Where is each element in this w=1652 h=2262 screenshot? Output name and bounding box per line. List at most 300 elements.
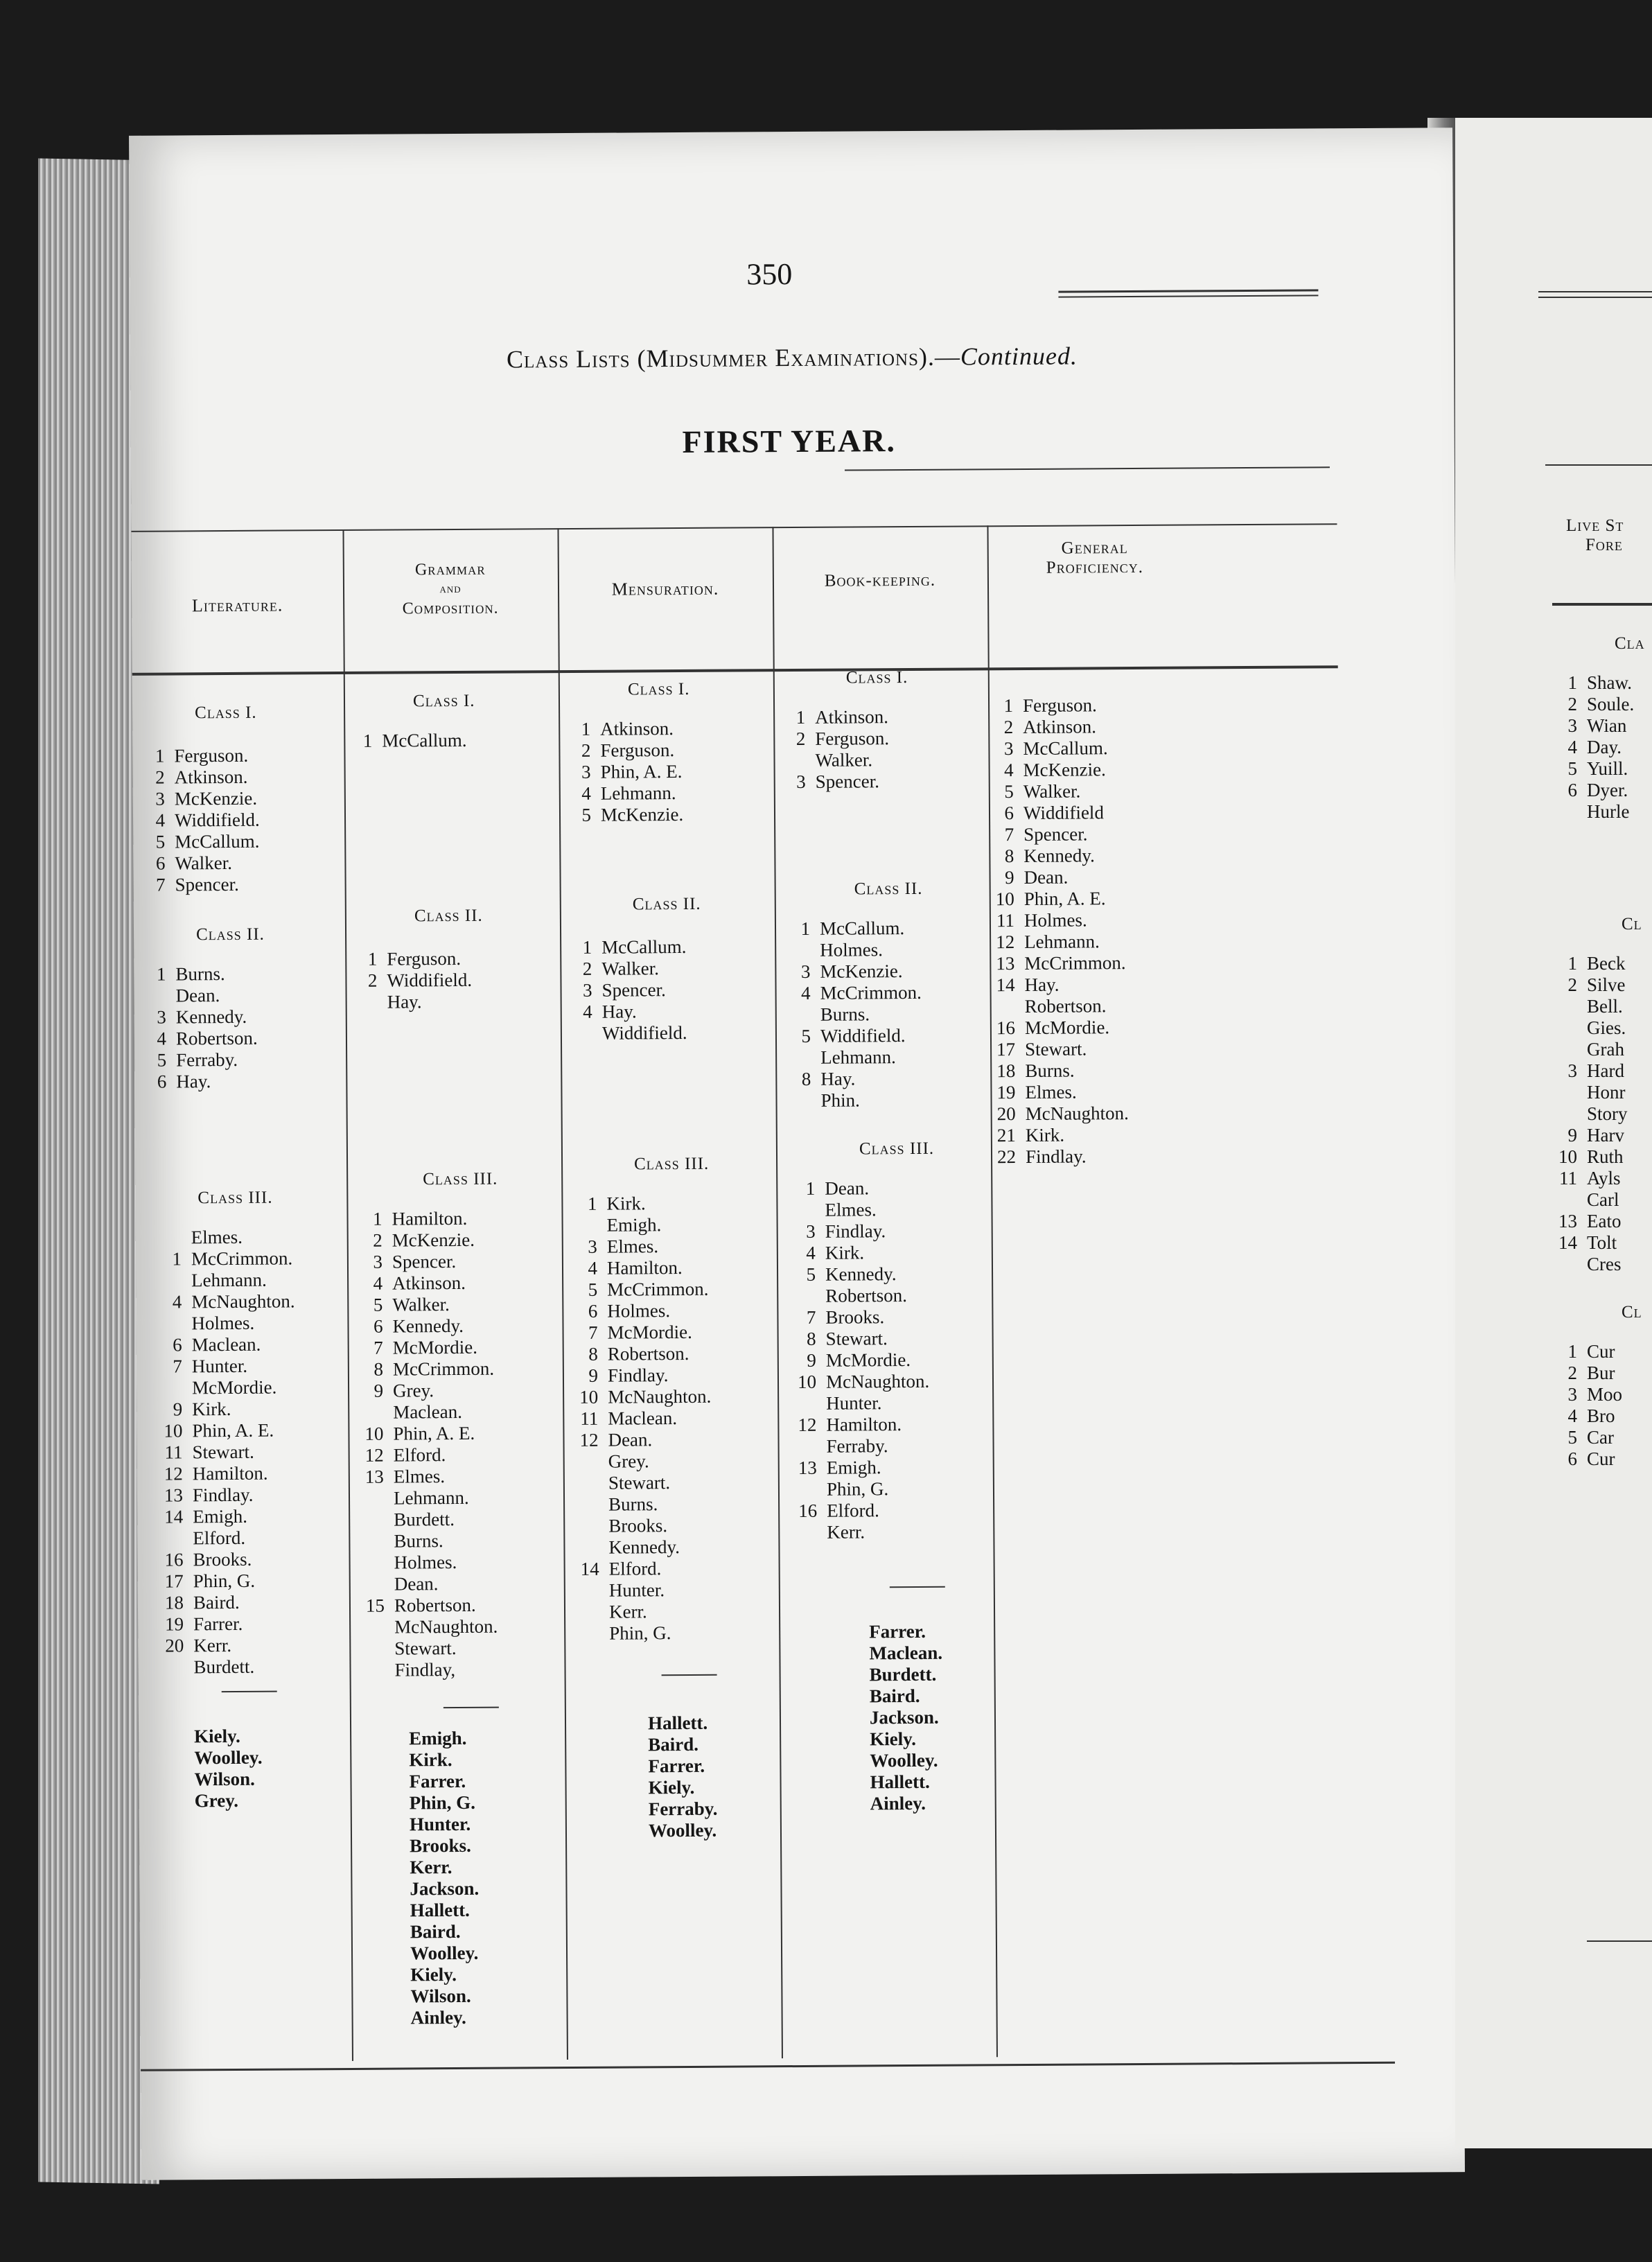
rank-number: 4 <box>1004 760 1014 781</box>
page-heading <box>359 340 1225 375</box>
rank-number: 14 <box>164 1506 184 1527</box>
rank-number: 9 <box>588 1365 599 1386</box>
list-item <box>1545 1189 1628 1211</box>
rank-number: 20 <box>996 1103 1016 1125</box>
student-name: McCallum. <box>819 918 905 939</box>
student-name: Hay. <box>820 1068 856 1089</box>
list-item <box>345 948 472 970</box>
list-item <box>567 1450 712 1473</box>
list-item <box>565 1300 710 1322</box>
rank-number: 3 <box>157 1006 166 1028</box>
student-name: Hamilton. <box>826 1414 902 1435</box>
list-item <box>982 845 1127 867</box>
rank-number: 2 <box>1567 974 1577 995</box>
rank-number: 10 <box>797 1371 817 1392</box>
rank-number: 5 <box>806 1263 816 1285</box>
rank-number: 5 <box>373 1294 383 1315</box>
list-item <box>784 1414 929 1436</box>
grammar-unplaced-list <box>409 1728 480 2029</box>
unplaced-student-name: Phin, G. <box>409 1791 476 1814</box>
student-name: McCrimmon. <box>1024 952 1126 974</box>
rank-number: 3 <box>806 1220 816 1242</box>
list-item <box>150 1376 295 1399</box>
student-name: Findlay. <box>1025 1146 1087 1167</box>
rank-number: 5 <box>588 1279 598 1300</box>
list-item <box>784 1285 929 1307</box>
list-item <box>351 1272 495 1295</box>
right-year-rule <box>1545 464 1652 466</box>
literature-class3-title: Class III. <box>197 1188 273 1208</box>
student-name: Kirk. <box>1025 1124 1065 1146</box>
list-item <box>983 1017 1128 1039</box>
grammar-header <box>343 559 559 619</box>
student-name: Wian <box>1587 715 1627 736</box>
student-name: Hamilton. <box>606 1257 683 1279</box>
student-name: Maclean. <box>393 1401 463 1423</box>
general-header-line-2: Proficiency. <box>1046 557 1143 577</box>
top-rule-2 <box>1058 295 1318 297</box>
list-item <box>1545 737 1634 758</box>
student-name: Walker. <box>1023 780 1081 802</box>
list-item <box>151 1462 296 1484</box>
rank-number: 8 <box>1004 845 1014 867</box>
student-name: Elford. <box>393 1444 446 1466</box>
student-name: Ferraby. <box>826 1435 888 1457</box>
student-name: McMordie. <box>191 1376 277 1399</box>
list-item <box>1545 1211 1628 1232</box>
list-item <box>152 1613 297 1635</box>
rank-number: 4 <box>373 1272 383 1294</box>
student-name: Stewart. <box>394 1638 457 1659</box>
student-name: McKenzie. <box>1023 759 1106 780</box>
student-name: Honr <box>1587 1082 1626 1103</box>
bookkeeping-class3-list <box>783 1177 930 1543</box>
student-name: Holmes. <box>1023 909 1087 931</box>
grammar-class3-title: Class III. <box>423 1169 498 1189</box>
list-item <box>1545 996 1628 1017</box>
rank-number: 3 <box>582 979 592 1001</box>
student-name: Atkinson. <box>392 1272 466 1294</box>
unplaced-student-name: Ferraby. <box>648 1798 718 1820</box>
student-name: Story <box>1587 1103 1628 1124</box>
student-name: Atkinson. <box>174 766 248 788</box>
rank-number: 1 <box>582 936 592 958</box>
student-name: Phin, G. <box>609 1622 671 1644</box>
rank-number: 1 <box>155 745 165 766</box>
rank-number: 10 <box>164 1420 183 1441</box>
student-name: Kennedy. <box>392 1315 464 1337</box>
student-name: Findlay. <box>607 1365 669 1386</box>
list-item <box>784 1435 929 1457</box>
student-name: Moo <box>1587 1384 1623 1405</box>
student-name: Holmes. <box>191 1312 255 1334</box>
student-name: Hunter. <box>608 1579 665 1601</box>
list-item <box>565 1322 710 1344</box>
list-item <box>1545 672 1634 694</box>
student-name: Burns. <box>820 1003 870 1025</box>
list-item <box>152 1591 297 1613</box>
list-item <box>983 909 1127 931</box>
list-item <box>559 761 683 783</box>
rank-number: 2 <box>582 958 592 979</box>
list-item <box>983 952 1127 974</box>
rank-number: 1 <box>800 918 811 939</box>
list-item <box>353 1616 498 1638</box>
list-item <box>133 766 260 789</box>
list-item <box>150 1290 295 1313</box>
student-name: Kerr. <box>827 1521 865 1543</box>
list-item <box>351 1401 496 1423</box>
list-item <box>132 745 259 767</box>
grammar-class2-title: Class II. <box>414 906 483 926</box>
student-name: Hay. <box>176 1071 211 1092</box>
list-item <box>568 1579 712 1602</box>
student-name: McCallum. <box>1023 737 1108 759</box>
rank-number: 4 <box>581 782 591 804</box>
list-item <box>134 874 261 896</box>
student-name: Holmes. <box>607 1300 671 1322</box>
list-item <box>1545 1060 1628 1082</box>
student-name: Widdifield <box>1023 802 1104 823</box>
rank-number: 7 <box>588 1322 598 1343</box>
student-name: Elmes. <box>191 1226 243 1248</box>
student-name: Kirk. <box>606 1193 646 1214</box>
list-item <box>778 961 921 983</box>
student-name: Spencer. <box>815 771 880 792</box>
list-item <box>982 802 1127 824</box>
unplaced-student-name: Hallett. <box>410 1899 470 1921</box>
student-name: Walker. <box>392 1294 450 1315</box>
list-item <box>133 788 260 810</box>
unplaced-student-name: Farrer. <box>648 1755 705 1777</box>
student-name: McCrimmon. <box>392 1358 495 1380</box>
student-name: McNaughton. <box>608 1385 712 1408</box>
unplaced-student-name: Kirk. <box>409 1749 452 1771</box>
student-name: Grah <box>1587 1039 1624 1060</box>
student-name: Atkinson. <box>1023 716 1097 737</box>
mensuration-class1-list <box>559 718 683 826</box>
unplaced-student-name: Farrer. <box>409 1770 466 1792</box>
rank-number: 8 <box>588 1343 598 1365</box>
rank-number: 1 <box>156 963 166 985</box>
rank-number: 1 <box>372 1208 383 1229</box>
student-name: Elmes. <box>1025 1081 1077 1103</box>
student-name: Walker. <box>601 958 659 979</box>
list-item <box>133 852 260 875</box>
student-name: Ferraby. <box>176 1049 238 1071</box>
rank-number: 13 <box>364 1466 384 1487</box>
student-name: McKenzie. <box>174 787 258 809</box>
unplaced-student-name: Emigh. <box>409 1727 467 1749</box>
student-name: Robertson. <box>825 1285 908 1306</box>
student-name: McNaughton. <box>394 1615 498 1638</box>
student-name: McKenzie. <box>600 803 684 825</box>
table-top-rule <box>131 523 1337 532</box>
list-item <box>150 1355 295 1377</box>
rank-number: 6 <box>1004 803 1014 824</box>
rank-number: 2 <box>373 1229 383 1251</box>
student-name: Ruth <box>1587 1146 1624 1167</box>
unplaced-student-name: Wilson. <box>194 1768 255 1790</box>
mensuration-class2-list <box>560 936 687 1044</box>
rank-number: 15 <box>365 1595 385 1616</box>
bookkeeping-unplaced-list <box>869 1621 943 1815</box>
student-name: Ayls <box>1587 1168 1621 1189</box>
student-name: Hamilton. <box>392 1207 468 1229</box>
unplaced-student-name: Baird. <box>410 1920 461 1943</box>
list-item <box>151 1548 296 1570</box>
student-name: Lehmann. <box>820 1046 896 1068</box>
rank-number: 4 <box>1567 1405 1577 1426</box>
rank-number: 3 <box>581 761 591 782</box>
list-item <box>779 1089 922 1112</box>
rank-number: 3 <box>588 1236 597 1257</box>
student-name: Spencer. <box>601 979 666 1001</box>
student-name: Kerr. <box>608 1601 647 1622</box>
unplaced-student-name: Maclean. <box>869 1642 943 1664</box>
student-name: McMordie. <box>607 1321 692 1343</box>
list-item <box>565 1236 710 1258</box>
student-name: McMordie. <box>392 1336 478 1358</box>
student-name: Walker. <box>815 749 873 771</box>
rank-number: 12 <box>364 1444 384 1466</box>
rank-number: 1 <box>367 948 378 970</box>
literature-header: Literature. <box>191 595 283 616</box>
student-name: Widdifield. <box>387 969 473 991</box>
list-item <box>568 1622 712 1645</box>
list-item <box>559 739 683 762</box>
list-item <box>560 958 687 980</box>
student-name: Widdifield. <box>820 1025 906 1046</box>
list-item <box>352 1487 497 1509</box>
rank-number: 16 <box>798 1500 818 1521</box>
list-item <box>984 1103 1129 1125</box>
list-item <box>1545 1427 1622 1448</box>
list-item <box>981 737 1126 760</box>
rank-number: 3 <box>1003 738 1014 760</box>
heading-main: Class Lists (Midsummer Examinations).— <box>506 342 961 374</box>
list-item <box>134 1028 258 1050</box>
student-name: McCallum. <box>175 830 260 852</box>
heading-italic: Continued. <box>960 342 1078 371</box>
list-item <box>351 1423 496 1445</box>
student-name: McCrimmon. <box>820 981 922 1003</box>
list-item <box>567 1515 712 1537</box>
rank-number: 14 <box>1558 1232 1577 1253</box>
general-header <box>987 538 1202 578</box>
student-name: Elmes. <box>606 1236 659 1257</box>
student-name: Dean. <box>394 1573 439 1595</box>
rank-number: 10 <box>1558 1146 1577 1167</box>
list-item <box>982 780 1127 803</box>
student-name: Kerr. <box>193 1634 232 1656</box>
student-name: Yuill. <box>1587 758 1628 779</box>
student-name: Elmes. <box>825 1199 877 1220</box>
student-name: McCrimmon. <box>191 1247 293 1270</box>
rank-number: 18 <box>996 1060 1016 1082</box>
rank-number: 1 <box>796 706 806 728</box>
student-name: Hay. <box>1024 974 1060 995</box>
student-name: McNaughton. <box>191 1290 295 1313</box>
student-name: McCallum. <box>382 729 467 751</box>
rank-number: 2 <box>367 970 378 991</box>
list-item <box>1545 1017 1628 1039</box>
right-class-a-title: Cla <box>1615 634 1645 653</box>
list-item <box>1545 974 1628 996</box>
list-item <box>150 1269 295 1291</box>
student-name: Burdett. <box>193 1656 255 1678</box>
list-item <box>559 782 683 805</box>
student-name: Findlay. <box>192 1484 254 1506</box>
student-name: Stewart. <box>192 1441 254 1463</box>
list-item <box>983 1060 1128 1082</box>
unplaced-student-name: Woolley. <box>194 1746 263 1769</box>
list-item <box>560 936 687 958</box>
list-item <box>784 1220 929 1243</box>
student-name: Spencer. <box>1023 823 1088 845</box>
list-item <box>779 1025 922 1047</box>
rank-number: 3 <box>796 771 806 792</box>
student-name: Beck <box>1587 953 1626 974</box>
rank-number: 1 <box>1567 672 1577 693</box>
rank-number: 1 <box>362 730 373 751</box>
list-item <box>134 1006 258 1028</box>
right-top-rule-2 <box>1538 297 1652 298</box>
top-rule <box>1058 289 1318 292</box>
rank-number: 5 <box>1567 758 1577 779</box>
list-item <box>983 995 1128 1017</box>
rank-number: 5 <box>1004 781 1014 803</box>
rank-number: 8 <box>374 1358 383 1380</box>
unplaced-student-name: Hunter. <box>409 1813 471 1835</box>
mensuration-class1-title: Class I. <box>627 679 690 699</box>
student-name: Findlay. <box>825 1220 886 1242</box>
student-name: Cres <box>1587 1254 1622 1274</box>
list-item <box>1545 1103 1628 1125</box>
list-item <box>352 1444 497 1466</box>
right-class-c-list <box>1545 1341 1622 1470</box>
rank-number: 18 <box>164 1592 184 1613</box>
list-item <box>983 1038 1128 1060</box>
rank-number: 4 <box>588 1257 598 1279</box>
rank-number: 1 <box>805 1177 816 1199</box>
rank-number: 10 <box>364 1423 384 1444</box>
list-item <box>981 716 1126 738</box>
mensuration-class3-list <box>565 1193 712 1645</box>
unplaced-student-name: Kiely. <box>194 1725 240 1747</box>
student-name: Burns. <box>608 1493 658 1515</box>
student-name: Farrer. <box>193 1613 243 1635</box>
grammar-class1-list <box>340 730 466 752</box>
list-item <box>152 1656 297 1678</box>
list-item <box>779 1003 922 1026</box>
student-name: Ferguson. <box>387 947 462 970</box>
right-header-line-1: Live St <box>1566 516 1624 535</box>
rank-number: 12 <box>164 1463 183 1484</box>
rank-number: 3 <box>155 788 165 809</box>
student-name: McNaughton. <box>1025 1103 1129 1124</box>
student-name: Stewart. <box>608 1472 671 1493</box>
rank-number: 6 <box>173 1334 182 1356</box>
year-title: FIRST YEAR. <box>682 423 897 459</box>
list-item <box>134 1049 258 1071</box>
rank-number: 17 <box>996 1039 1016 1060</box>
rank-number: 4 <box>800 982 811 1003</box>
list-item <box>1545 1341 1622 1362</box>
student-name: Carl <box>1587 1189 1619 1210</box>
mensuration-separator <box>662 1674 717 1676</box>
list-item <box>560 979 687 1001</box>
student-name: Silve <box>1587 974 1626 995</box>
list-item <box>566 1408 711 1430</box>
student-name: Emigh. <box>193 1505 248 1527</box>
student-name: Phin, A. E. <box>1023 888 1106 909</box>
list-item <box>1545 694 1634 715</box>
student-name: Eato <box>1587 1211 1622 1231</box>
student-name: Lehmann. <box>393 1487 469 1509</box>
bookkeeping-separator <box>890 1586 945 1588</box>
student-name: Stewart. <box>1024 1038 1087 1060</box>
general-proficiency-list <box>981 694 1129 1168</box>
rank-number: 4 <box>806 1242 816 1263</box>
student-name: Ferguson. <box>600 739 675 761</box>
student-name: Robertson. <box>394 1594 476 1616</box>
rank-number: 5 <box>581 804 592 825</box>
unplaced-student-name: Burdett. <box>869 1663 937 1685</box>
student-name: Maclean. <box>608 1408 678 1429</box>
student-name: Phin, A. E. <box>393 1422 475 1444</box>
student-name: Elford. <box>608 1558 662 1579</box>
list-item <box>151 1484 296 1506</box>
list-item <box>353 1638 498 1660</box>
rank-number: 2 <box>1567 1362 1577 1383</box>
unplaced-student-name: Jackson. <box>869 1706 939 1728</box>
right-class-c-title: Cl <box>1622 1303 1642 1322</box>
list-item <box>568 1601 712 1623</box>
rank-number: 6 <box>588 1300 598 1322</box>
unplaced-student-name: Ainley. <box>410 2006 466 2028</box>
literature-class2-title: Class II. <box>195 924 265 945</box>
rank-number: 2 <box>155 766 165 788</box>
list-item <box>785 1500 930 1522</box>
unplaced-student-name: Grey. <box>194 1789 239 1812</box>
list-item <box>983 931 1127 953</box>
rank-number: 22 <box>996 1146 1017 1168</box>
grammar-header-line-3: Composition. <box>402 599 499 618</box>
rank-number: 11 <box>164 1441 183 1463</box>
general-header-line-1: General <box>1061 538 1128 558</box>
right-header <box>1566 516 1652 555</box>
list-item <box>566 1365 711 1387</box>
student-name: Hard <box>1587 1060 1624 1081</box>
student-name: Phin. <box>820 1089 860 1111</box>
rank-number: 9 <box>374 1380 384 1401</box>
rank-number: 14 <box>996 974 1015 996</box>
table-bottom-rule <box>141 2062 1395 2071</box>
list-item <box>566 1343 711 1365</box>
right-page-fragment <box>1455 118 1652 2148</box>
student-name: Phin, A. E. <box>600 761 683 782</box>
rank-number: 3 <box>373 1251 383 1272</box>
list-item <box>133 831 260 853</box>
rank-number: 1 <box>1567 953 1577 974</box>
unplaced-student-name: Brooks. <box>409 1834 471 1857</box>
list-item <box>134 1071 258 1093</box>
student-name: Dean. <box>175 985 220 1006</box>
list-item <box>568 1558 712 1580</box>
student-name: Dean. <box>608 1429 653 1450</box>
rank-number: 1 <box>581 718 591 739</box>
